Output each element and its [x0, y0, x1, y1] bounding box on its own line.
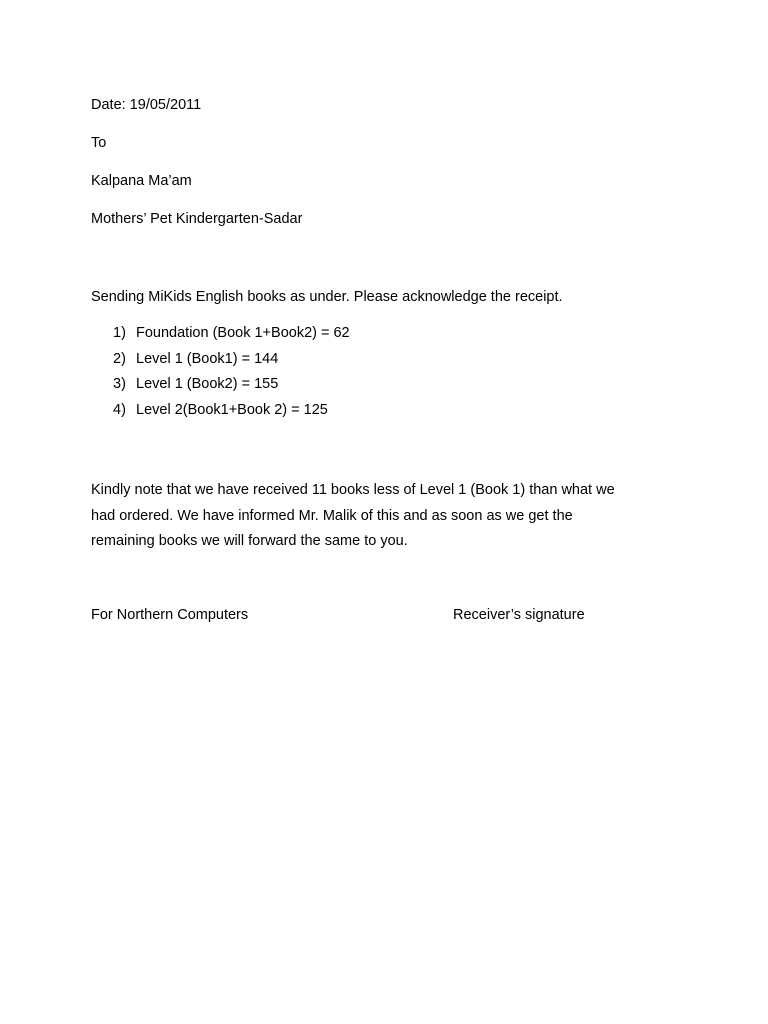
letter-date: Date: 19/05/2011: [91, 97, 202, 113]
note-paragraph: [91, 478, 711, 555]
note-line: Kindly note that we have received 11 books less of Level 1 (Book 1) than what we: [91, 482, 615, 498]
note-line: remaining books we will forward the same to you.: [91, 533, 408, 549]
list-item-text: Level 1 (Book2) = 155: [136, 376, 279, 392]
list-item-text: Level 2(Book1+Book 2) = 125: [136, 401, 328, 418]
receiver-signature-label: Receiver’s signature: [453, 607, 585, 623]
list-item-number: 3): [113, 376, 126, 392]
list-item-text: Foundation (Book 1+Book2) = 62: [136, 325, 350, 341]
note-line: had ordered. We have informed Mr. Malik of this and as soon as we get the: [91, 507, 573, 524]
sender-signature-label: For Northern Computers: [91, 607, 249, 623]
salutation-to: To: [91, 135, 107, 151]
list-item-number: 2): [113, 350, 126, 367]
list-item-number: 1): [113, 325, 126, 341]
list-item-number: 4): [113, 401, 126, 418]
intro-paragraph: Sending MiKids English books as under. Please acknowledge the receipt.: [91, 289, 563, 305]
list-item-text: Level 1 (Book1) = 144: [136, 350, 279, 367]
recipient-name: Kalpana Ma’am: [91, 173, 192, 189]
recipient-organization: Mothers’ Pet Kindergarten-Sadar: [91, 211, 303, 227]
